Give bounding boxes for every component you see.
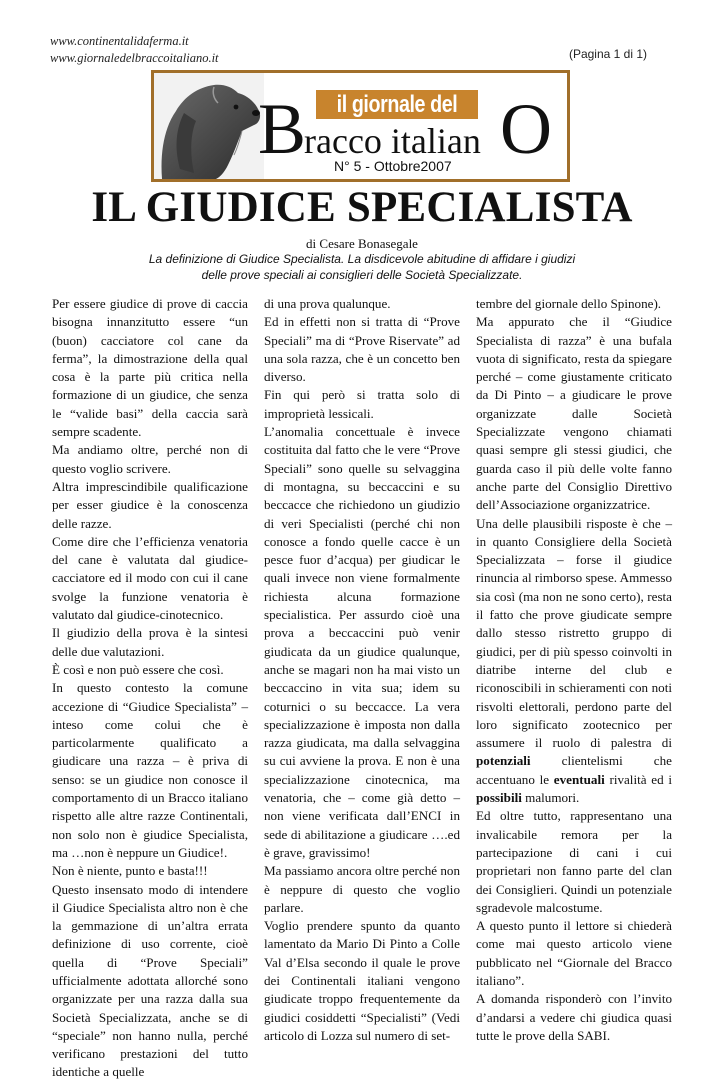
- masthead: [151, 70, 570, 182]
- column-3: [476, 295, 672, 1045]
- bold-eventuali: eventuali: [553, 771, 605, 787]
- article-deck: [110, 251, 614, 283]
- paragraph: Ed oltre tutto, rappresentano una invalicabile remora per la partecipazione di cani i cui proprietari non fanno parte del clan dei Consiglieri. Quindi un potenziale sgradevole malcostume.: [476, 808, 672, 915]
- paragraph: Ma andiamo oltre, perché non di questo voglio scrivere.: [52, 442, 248, 476]
- masthead-racco-italian: racco italian: [304, 121, 481, 161]
- masthead-banner: il giornale del: [316, 90, 478, 119]
- header-urls: [50, 33, 219, 67]
- paragraph: Come dire che l’efficienza venatoria del cane è valutata dal giudice-cacciatore ed il modo con cui il cane svolge la funzione venatoria è valutato dal giudice-cinotecnico.: [52, 533, 248, 623]
- page-indicator: (Pagina 1 di 1): [568, 47, 647, 61]
- paragraph: Altra imprescindibile qualificazione per esser giudice è la conoscenza delle razze.: [52, 478, 248, 531]
- deck-line: delle prove speciali ai consiglieri delle Società Specializzate.: [201, 268, 523, 282]
- paragraph: Voglio prendere spunto da quanto lamentato da Mario Di Pinto a Colle Val d’Elsa secondo il quale le prove dei Continentali italiani vengono giudicate troppo frequentemente da giudici cosiddetti “Specialisti” (Vedi articolo di Lozza sul numero di set-: [264, 918, 460, 1043]
- paragraph: Per essere giudice di prove di caccia bisogna innanzitutto essere “un (buon) cacciatore col cane da ferma”, la dimostrazione della qual cosa è la parte più critica nella formazione di un giudice, che senza le “valide basi” della caccia sarà sempre scadente.: [52, 296, 248, 440]
- issue-number: N° 5 - Ottobre2007: [334, 158, 452, 174]
- text-run: clientelismi che accentuano le: [476, 753, 672, 787]
- url-continentali[interactable]: www.continentalidaferma.it: [50, 34, 189, 48]
- article-author: di Cesare Bonasegale: [306, 236, 418, 251]
- paragraph: Ma appurato che il “Giudice Specialista di razza” è una bufala vuota di significato, resta da spiegare perché – come giustamente criticato da Di Pinto – a giudicare le prove organizzate dalle Società Specializzate vengono chiamati quasi sempre gli stessi giudici, che guarda caso il più delle volte fanno anche parte del Consiglio Direttivo dell’Associazione organizzatrice.: [476, 314, 672, 513]
- paragraph: Non è niente, punto e basta!!!: [52, 863, 208, 879]
- masthead-big-b: B: [258, 89, 307, 169]
- paragraph: È così e non può essere che così.: [52, 661, 224, 677]
- paragraph: Ma passiamo ancora oltre perché non è neppure di questo che voglio parlare.: [264, 863, 460, 915]
- paragraph: Questo insensato modo di intendere il Giudice Specialista altro non è che la gemmazione di un’altra errata definizione di uso corrente, cioè quella di “Prove Speciali” ufficialmente adottata allorché sono organizzate per una razza dalla sua Società Specializzata, anche se di “speciale” non hanno nulla, perché verificano prestazioni del tutto identiche a quelle: [52, 881, 248, 1080]
- url-giornale[interactable]: www.giornaledelbraccoitaliano.it: [50, 51, 219, 65]
- bold-potenziali: potenziali: [476, 753, 531, 769]
- text-run: Una delle plausibili risposte è che – in quanto Consigliere della Società Specializzata – forse il giudice rinuncia al rimborso spese. Ammesso sia così (ma non ne sono certo), resta il fatto che prove giudicate sempre dallo stesso ristretto gruppo di giudici, per di più spesso coinvolti in diatribe interne del club e riconoscibili in schieramenti con noti risvolti elettorali, perdono parte del loro significato zootecnico per assumere il ruolo di palestra di: [476, 515, 673, 751]
- paragraph: di una prova qualunque.: [264, 296, 391, 311]
- paragraph: Ed in effetti non si tratta di “Prove Speciali” ma di “Prove Riservate” ad una sola razza, che è un concetto ben diverso.: [264, 314, 460, 385]
- paragraph: Fin qui però si tratta solo di improprietà lessicali.: [264, 387, 460, 421]
- paragraph: A questo punto il lettore si chiederà come mai questo articolo viene pubblicato nel “Giornale del Bracco italiano”.: [476, 918, 672, 988]
- paragraph: In questo contesto la comune accezione di “Giudice Specialista” – inteso come colui che è particolarmente qualificato a giudicare una razza – è priva di senso: se un giudice non conosce il comportamento di un Bracco italiano rispetto alle altre razze Continentali, non solo non è giudice Specialista, ma …non è neppure un Giudice!.: [52, 680, 248, 860]
- column-1: [52, 295, 248, 1082]
- paragraph: [476, 515, 672, 808]
- text-run: rivalità ed i: [609, 771, 672, 787]
- masthead-big-o: O: [500, 89, 552, 169]
- deck-line: La definizione di Giudice Specialista. La disdicevole abitudine di affidare i giudizi: [148, 252, 576, 266]
- article-title: IL GIUDICE SPECIALISTA: [91, 184, 633, 231]
- column-2: [264, 295, 460, 1045]
- paragraph: A domanda risponderò con l’invito d’andarsi a vedere chi giudica quasi tutte le prove della SABI.: [476, 991, 672, 1043]
- text-run: malumori.: [525, 790, 580, 806]
- paragraph: Il giudizio della prova è la sintesi delle due valutazioni.: [52, 625, 248, 659]
- bold-possibili: possibili: [476, 790, 522, 806]
- paragraph: L’anomalia concettuale è invece costituita dal fatto che le vere “Prove Speciali” sono quelle su selvaggina di montagna, su beccaccini e su beccacce che richiedono un giudizio di veri Specialisti (perché chi non conosce a fondo quelle cacce è un pesce fuor d’acqua) per giudicar le quali invece non viene formalmente richiesta alcuna formazione specialistica. Per assurdo cioè una prova a beccaccini può venir giudicata da un giudice qualunque, anche se magari non ha mai visto un beccaccino in vita sua; idem su coturnici o su beccacce. La vera specializzazione è imposta non dalla razza giudicata, ma dalla selvaggina su cui avviene la prova. E non è una specializzazione cinotecnica, ma venatoria, che – come già detto – non viene verificata dall’ENCI in sede di abilitazione a giudicare ….ed è grave, gravissimo!: [264, 424, 460, 860]
- paragraph: tembre del giornale dello Spinone).: [476, 296, 662, 311]
- bracco-dog-image: [154, 73, 264, 179]
